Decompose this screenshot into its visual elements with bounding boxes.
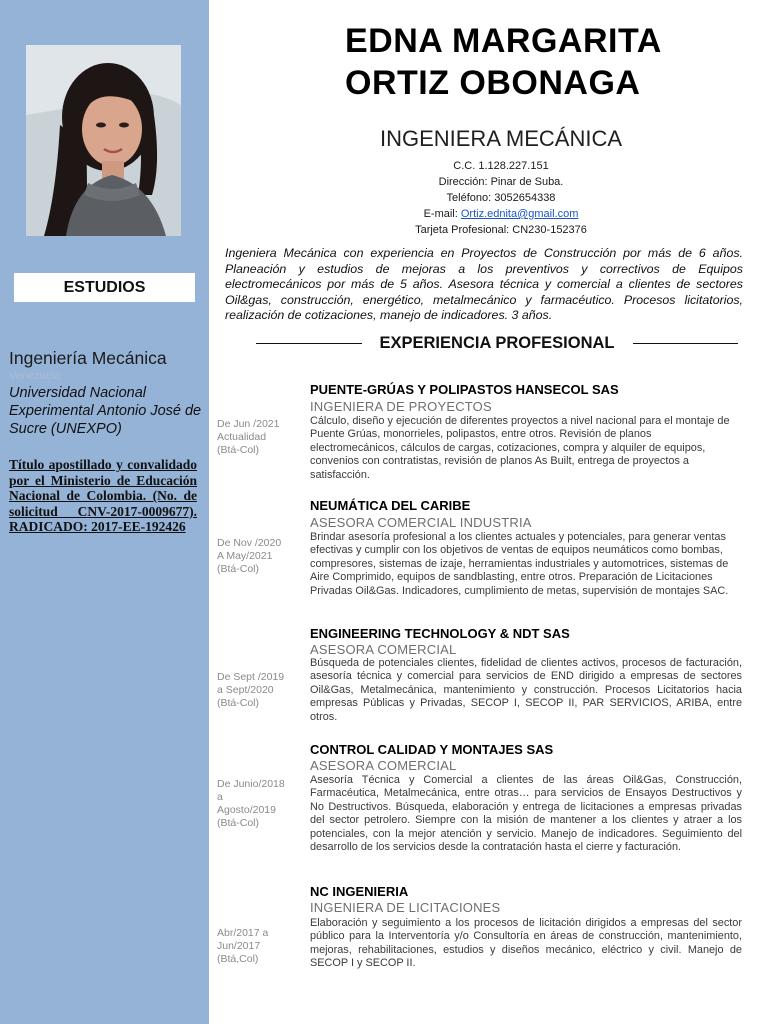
experience-heading-text: EXPERIENCIA PROFESIONAL — [379, 334, 615, 352]
professional-title: INGENIERA MECÁNICA — [379, 126, 623, 151]
portrait-illustration — [26, 45, 181, 236]
divider-left — [256, 343, 362, 344]
job-company: NEUMÁTICA DEL CARIBE — [310, 498, 471, 513]
job-role: INGENIERA DE PROYECTOS — [310, 399, 492, 414]
job-description: Cálculo, diseño y ejecución de diferentes proyectos a nivel nacional para el montaje de Puente Grúas, monorrieles, polipastos, entre otros. Revisión de planos electromecánicos, cálculos de cargas, cotizaciones, compra y alquiler de equipos, convenios con contratistas, revisión de planos As Built, entrega de proyectos a satisfacción. — [310, 415, 730, 481]
professional-license: Tarjeta Profesional: CN230-152376 — [415, 224, 587, 236]
degree-country: Venezuela — [9, 370, 61, 382]
job-description: Búsqueda de potenciales clientes, fidelidad de clientes activos, procesos de facturación, asesoría técnica y comercial para servicios de END dirigido a empresas de sectores Oil&Gas, Metalmecánica, mantenimiento y construcción. Procesos Licitatorios hacia empresas Públicas y Privadas, SECOP I, SECOP II, PAR SERVICIOS, ARIBA, entre otros. — [310, 657, 742, 723]
job-role: ASESORA COMERCIAL — [310, 758, 457, 773]
job-role: ASESORA COMERCIAL INDUSTRIA — [310, 515, 532, 530]
name-line-1: EDNA MARGARITA — [345, 22, 662, 60]
divider-right — [633, 343, 739, 344]
job-description: Elaboración y seguimiento a los procesos de licitación dirigidos a empresas del sector público para la Interventoría y/o Consultoría en áreas de construcción, mantenimiento, mejoras, rehabilitaciones, estudios y diseños mecánico, eléctrico y civil. Manejo de SECOP I y SECOP II. — [310, 917, 742, 970]
job-company: NC INGENIERIA — [310, 884, 409, 899]
email-link[interactable]: Ortiz.ednita@gmail.com — [460, 208, 579, 220]
job-company: ENGINEERING TECHNOLOGY & NDT SAS — [310, 626, 570, 641]
degree-name: Ingeniería Mecánica — [9, 348, 167, 368]
job-role: INGENIERA DE LICITACIONES — [310, 900, 501, 915]
contact-block — [270, 158, 732, 238]
id-number: C.C. 1.128.227.151 — [453, 160, 549, 172]
job-description: Asesoría Técnica y Comercial a clientes de las áreas Oil&Gas, Construcción, Farmacéutica, Metalmecánica, entre otras… para servicios de Ensayos Destructivos y No Destructivos. Búsqueda, elaboración y entrega de licitaciones a empresas privadas del sector petrolero. Siempre con la misión de mantener a los clientes y atraer a los potenciales, con la mejor atención y servicio. Manejo de indicadores. Seguimiento del desarrollo de los servicios desde la contratación hasta el cierre y facturación. — [310, 774, 742, 854]
profile-summary: Ingeniera Mecánica con experiencia en Proyectos de Construcción por más de 6 años. Planeación y estudios de mejoras a los preventivos y correctivos de Equipos electromecánicos por más de 5 años. Asesora técnica y comercial a clientes de sectores Oil&gas, construcción, energético, metalmecánico y farmacéutico. Procesos licitatorios, realización de cotizaciones, manejo de indicadores. 3 años. — [225, 246, 743, 322]
job-dates: De Sept /2019 a Sept/2020 (Btá-Col) — [217, 671, 285, 709]
job-company: CONTROL CALIDAD Y MONTAJES SAS — [310, 742, 554, 757]
university-name: Universidad Nacional Experimental Antonio José de Sucre (UNEXPO) — [9, 385, 202, 437]
job-description: Brindar asesoría profesional a los clientes actuales y potenciales, para generar ventas efectivas y cumplir con los objetivos de ventas de equipos neumáticos como bombas, compresores, sistemas de izaje, herramientas industriales y automotrices, sistemas de Aire Comprimido, equipos de sandblasting, entre otros. Preparación de Licitaciones Privadas Oil&Gas. Indicadores, cumplimiento de metas, supervisión de montajes SAC. — [310, 531, 729, 597]
job-role: ASESORA COMERCIAL — [310, 642, 457, 657]
address: Dirección: Pinar de Suba. — [438, 176, 564, 188]
job-dates: De Nov /2020 A May/2021 (Btá-Col) — [217, 537, 282, 575]
email-label: E-mail: — [423, 208, 461, 220]
job-dates: Abr/2017 a Jun/2017 (Btá,Col) — [217, 927, 269, 965]
job-dates: De Junio/2018 a Agosto/2019 (Btá-Col) — [217, 778, 285, 829]
job-company: PUENTE-GRÚAS Y POLIPASTOS HANSECOL SAS — [310, 382, 619, 397]
studies-heading: ESTUDIOS — [63, 278, 146, 296]
name-line-2: ORTIZ OBONAGA — [345, 64, 641, 102]
phone: Teléfono: 3052654338 — [446, 192, 556, 204]
job-dates: De Jun /2021 Actualidad (Btá-Col) — [217, 418, 280, 456]
experience-heading — [256, 334, 738, 353]
email-line — [270, 206, 732, 222]
profile-photo — [26, 45, 181, 236]
studies-heading-box — [14, 273, 195, 302]
person-name — [345, 20, 662, 104]
diploma-note: Título apostillado y convalidado por el Ministerio de Educación Nacional de Colombia. (No. de solicitud CNV-2017-0009677). RADICADO: 2017-EE-192426 — [9, 457, 197, 535]
